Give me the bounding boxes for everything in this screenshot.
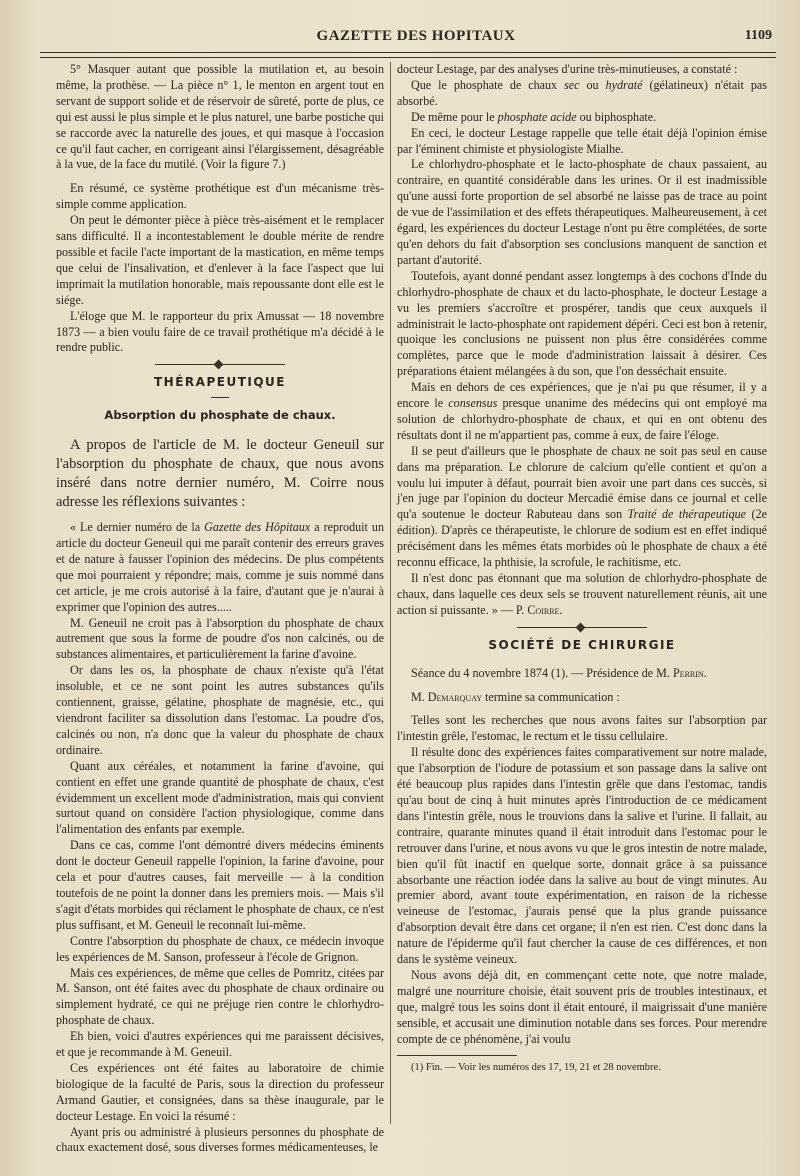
- paragraph: Que le phosphate de chaux sec ou hydraté (gélatineux) n'était pas absorbé.: [397, 77, 767, 108]
- article-title: Absorption du phosphate de chaux.: [104, 408, 336, 423]
- author-signature: Coirre.: [527, 602, 563, 617]
- footnote: (1) Fin. — Voir les numéros des 17, 19, 21 et 28 novembre.: [411, 1062, 661, 1074]
- paragraph: Il se peut d'ailleurs que le phosphate de chaux ne soit pas seul en cause dans ma préparation. Le chlorure de calcium qu'elle contient et qu'on a voulu lui imputer à défaut, pourrait bien avoir une part dans ces succès, si j'en juge par l'opinion du docteur Mercadié émise dans ce journal et celle qu'a soutenue le docteur Rabuteau dans son Traité de thérapeutique (2e édition). D'après ce thérapeutiste, le chlorure de sodium est en effet indiqué précisément dans les mêmes états morbides où le phosphate de chaux a été reconnu efficace, la phthisie, la scrofule, le rachitisme, etc.: [397, 443, 767, 570]
- section-title-chirurgie: SOCIÉTÉ DE CHIRURGIE: [488, 637, 676, 652]
- journal-name: Gazette des Hôpitaux: [204, 520, 311, 535]
- seance-line: Séance du 4 novembre 1874 (1). — Présidence de M. Perrin.: [411, 665, 707, 680]
- paragraph: docteur Lestage, par des analyses d'urine très-minutieuses, a constaté :: [397, 62, 738, 76]
- page-number: 1109: [744, 28, 772, 43]
- paragraph: Ayant pris ou administré à plusieurs personnes du phosphate de chaux exactement dosé, sous diverses formes médicamenteuses, le: [56, 1124, 384, 1155]
- speaker-name: M. Demarquay: [411, 689, 483, 704]
- section-separator: [517, 627, 647, 628]
- paragraph: L'éloge que M. le rapporteur du prix Amussat — 18 novembre 1873 — a bien voulu faire de ce travail prothétique m'a décidé à le rendre public.: [56, 308, 384, 355]
- paragraph: Or dans les os, la phosphate de chaux n'existe qu'à l'état insoluble, et ce ne sont point les autres substances qu'ils contiennent, graisse, gélatine, phosphate de magnésie, etc., qui viendront faciliter sa dissolution dans l'estomac. La poudre d'os, calcinés ou non, n'a donc que la valeur du phosphate de chaux ordinaire.: [56, 663, 384, 757]
- speaker-line: M. Demarquay termine sa communication :: [411, 689, 620, 704]
- paragraph: Mais ces expériences, de même que celles de Pomritz, citées par M. Sanson, ont été faites avec du phosphate de chaux ordinaire ou simplement hydraté, ce qui ne préjuge rien contre le chlorhydro-phosphate de chaux.: [56, 965, 384, 1028]
- paragraph: Ces expériences ont été faites au laboratoire de chimie biologique de la faculté de Paris, sous la direction du professeur Armand Gautier, et consignées, dans sa thèse inaugurale, par le docteur Lestage. En voici la résumé :: [56, 1060, 384, 1123]
- paragraph: « Le dernier numéro de la Gazette des Hôpitaux a reproduit un article du docteur Geneuil qui me paraît contenir des erreurs graves et de nature à fausser l'opinion des médecins. De plus compétents que moi pourraient y répondre; mais, comme je suis nommé dans cet article, je me crois autorisé à la faire, d'autant que je n'aurai à exprimer que l'opinion des autres.....: [56, 520, 384, 614]
- journal-title: GAZETTE DES HOPITAUX: [316, 28, 516, 44]
- paragraph: Eh bien, voici d'autres expériences qui me paraissent décisives, et que je recommande à M. Geneuil.: [56, 1029, 384, 1060]
- paragraph: 5° Masquer autant que possible la mutilation et, au besoin même, la prothèse. — La pièce n° 1, le menton en argent tout en servant de support solide et de réservoir de sûreté, porte de plus, ce qui est aussi le plus simple et le plus naturel, une barbe postiche qui se raccorde avec la naturelle des joues, et qui masque à l'occasion ce qu'il faut cacher, en corrigeant ainsi l'élargissement, désagréable à la vue, de la face du mutilé. (Voir la figure 7.): [56, 62, 384, 172]
- paragraph: On peut le démonter pièce à pièce très-aisément et le remplacer sans difficulté. Il a incontestablement le double mérite de rendre possible et facile l'acte important de la mastication, en même temps que celui de l'insalivation, et d'enlever à la face l'aspect que lui imprimait la mutilation honorable, mais repoussante dont elle est le siége.: [56, 213, 384, 307]
- section-separator: [155, 364, 285, 365]
- page-header: [60, 28, 772, 50]
- title-rule: [211, 397, 229, 398]
- paragraph: En ceci, le docteur Lestage rappelle que telle était déjà l'opinion émise par l'éminent chimiste et physiologiste Mialhe.: [397, 125, 767, 156]
- right-column: [397, 62, 767, 1076]
- section-title-therapeutique: THÉRAPEUTIQUE: [154, 375, 286, 390]
- paragraph: Toutefois, ayant donné pendant assez longtemps à des cochons d'Inde du chlorhydro-phosphate de chaux et du lacto-phosphate, le docteur Lestage a vu les premiers s'accroître et prospérer, tandis que ceux auxquels il administrait le lacto-phosphate ont rapidement dépéri. Ceci est bon à retenir, quoique les conclusions ne puissent non plus être considérées comme complètes, parce que le mode d'administration laissait à désirer. Ces préparations étaient mélangées à du son, que l'on desséchait ensuite.: [397, 268, 767, 379]
- left-column: [56, 62, 384, 1156]
- footnote-rule: [397, 1055, 517, 1056]
- paragraph: Telles sont les recherches que nous avons faites sur l'absorption par l'intestin grêle, l'estomac, le rectum et le tissu cellulaire.: [397, 713, 767, 744]
- paragraph: De même pour le phosphate acide ou biphosphate.: [411, 109, 657, 124]
- header-rule: [40, 52, 776, 58]
- paragraph: En résumé, ce système prothétique est d'un mécanisme très-simple comme application.: [56, 181, 384, 212]
- paragraph: Quant aux céréales, et notamment la farine d'avoine, qui contient en effet une grande quantité de phosphate de chaux, c'est évidemment un excellent mode d'administration, mais qui convient surtout quand on considère l'action physiologique, comme dans l'alimentation des enfants par exemple.: [56, 758, 384, 837]
- paragraph: Mais en dehors de ces expériences, que je n'ai pu que résumer, il y a encore le consensus presque unanime des médecins qui ont employé ma solution de chlorhydro-phosphate de chaux, et qui en ont obtenu des résultats dont il ne m'appartient pas, comme à eux, de faire l'éloge.: [397, 380, 767, 442]
- paragraph: Il n'est donc pas étonnant que ma solution de chlorhydro-phosphate de chaux, dans laquelle ces deux sels se trouvent naturellement réunis, ait une action si puissante. » — P. Coirre.: [397, 571, 767, 617]
- paragraph: M. Geneuil ne croit pas à l'absorption du phosphate de chaux autrement que sous la forme de poudre d'os non calcinés, ou de substances alimentaires, et particulièrement la farine d'avoine.: [56, 615, 384, 662]
- article-lead: A propos de l'article de M. le docteur Geneuil sur l'absorption du phosphate de chaux, que nous avons inséré dans notre dernier numéro, M. Coirre nous adresse les réflexions suivantes :: [56, 437, 384, 511]
- paragraph: Nous avons déjà dit, en commençant cette note, que notre malade, malgré une nourriture choisie, était souvent pris de troubles intestinaux, et que, malgré tous les soins dont il était entouré, il maigrissait d'une manière sensible, et accusait une diminution notable dans ses forces. Pour merendre compte de ce phénomène, j'ai voulu: [397, 967, 767, 1046]
- column-divider: [390, 62, 391, 1124]
- paragraph: Contre l'absorption du phosphate de chaux, ce médecin invoque les expériences de M. Sanson, professeur à l'école de Grignon.: [56, 933, 384, 964]
- paragraph: Il résulte donc des expériences faites comparativement sur notre malade, que l'absorption de l'iodure de potassium et son passage dans la salive ont été beaucoup plus rapides dans l'intestin grêle que dans l'estomac, tandis qu'au bout de cinq à huit minutes après l'introduction de ce médicament dans l'intestin grêle, nous le trouvions dans la salive et l'urine. Il fallait, au contraire, quarante minutes quand il était introduit dans l'estomac pour le retrouver dans l'urine, et nous avons vu que le gros intestin de notre malade, bien qu'il fût inactif en quelque sorte, donnait grâce à sa puissance absorbante une réaction iodée dans la salive au bout de vingt minutes. Au premier abord, avant toute expérimentation, en raison de la richesse veineuse de l'estomac, j'aurais pensé que la plus grande puissance d'absorption devait être dans cet organe; il n'en est rien. C'est donc dans la nature de l'épiderme qu'il faut chercher la cause de ces différences, et non dans le système veineux.: [397, 745, 767, 967]
- paragraph: Le chlorhydro-phosphate et le lacto-phosphate de chaux passaient, au contraire, en quantité considérable dans les urines. Or il est inadmissible qu'une aussi forte proportion de sel absorbé ne laisse pas de trace au point de vue de l'assimilation et des effets thérapeutiques. Malheureusement, à cet égard, les expériences du docteur Lestage n'ont pu être complétées, de sorte qu'en dehors du fait d'absorption ses conclusions manquent de sanction et partant d'autorité.: [397, 157, 767, 267]
- paragraph: Dans ce cas, comme l'ont démontré divers médecins éminents dont le docteur Geneuil rappelle l'opinion, la farine d'avoine, pour cela et pour d'autres causes, fait merveille — à la condition toutefois de ne point la donner dans les premiers mois. — Mais s'il s'agit d'états morbides qui réclament le phosphate de chaux, ce n'est plus suffisant, et M. Geneuil le reconnaît lui-même.: [56, 838, 384, 932]
